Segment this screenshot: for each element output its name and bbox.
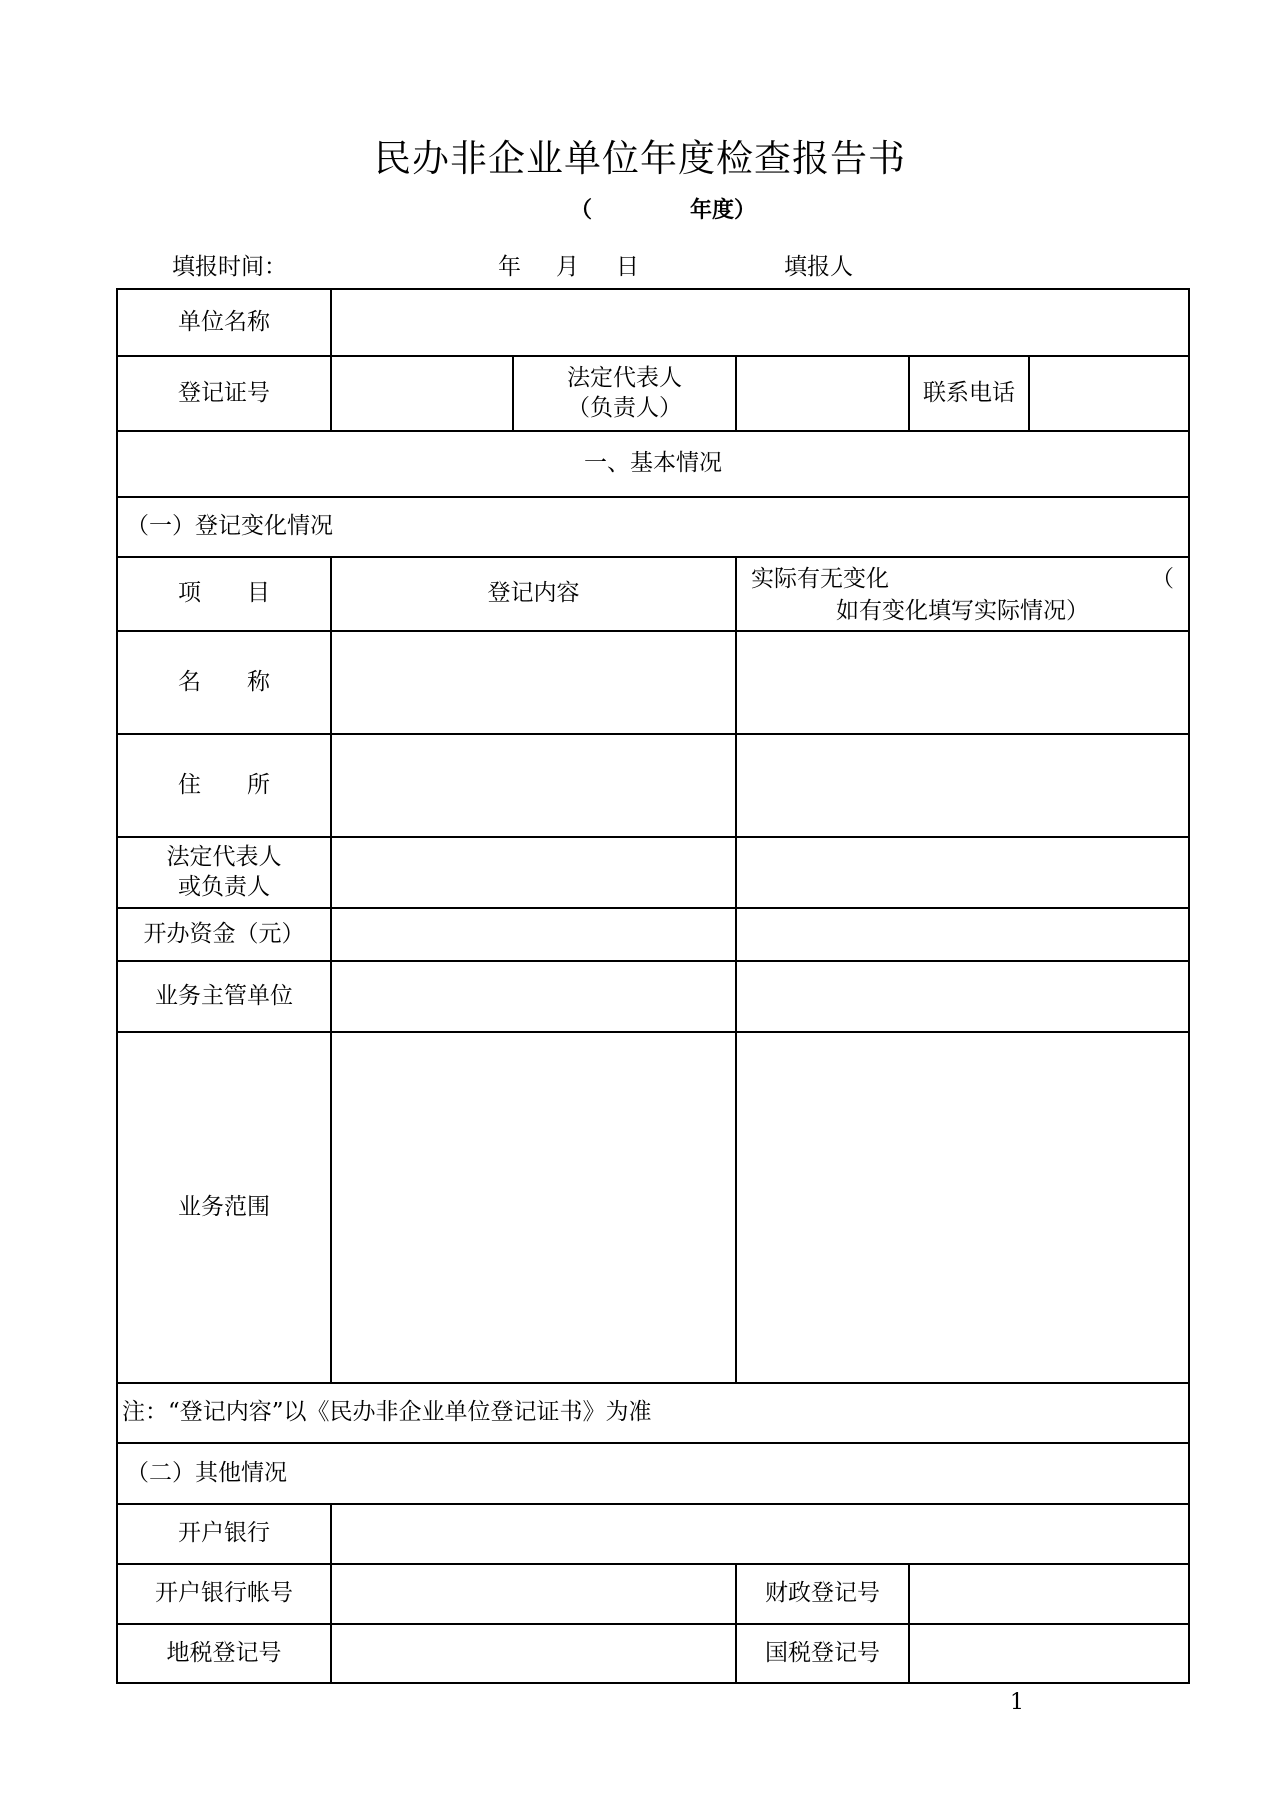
- registration-row: [117, 356, 1189, 431]
- row-supervisor-label: 业务主管单位: [117, 961, 331, 1032]
- address-reg-field[interactable]: [331, 734, 736, 837]
- col-change-paren: （: [1151, 566, 1175, 592]
- note-text: 注：“登记内容”以《民办非企业单位登记证书》为准: [117, 1383, 1189, 1443]
- row-legal-rep-label: [117, 837, 331, 908]
- legal-rep-label-line1: 法定代表人: [567, 364, 682, 391]
- bank-field[interactable]: [331, 1504, 1189, 1564]
- table-row: [117, 1032, 1189, 1383]
- reg-no-field[interactable]: [331, 356, 513, 431]
- year-char: 年: [498, 254, 521, 280]
- section-basic-title: 一、基本情况: [117, 431, 1189, 497]
- supervisor-change-field[interactable]: [736, 961, 1189, 1032]
- table-row: [117, 961, 1189, 1032]
- legal-rep-field[interactable]: [736, 356, 909, 431]
- page-number: 1: [1010, 1690, 1024, 1715]
- col-reg-content-header: 登记内容: [331, 557, 736, 631]
- finance-reg-label: 财政登记号: [736, 1564, 909, 1624]
- scope-reg-field[interactable]: [331, 1032, 736, 1383]
- local-tax-field[interactable]: [331, 1624, 736, 1683]
- table-row: [117, 631, 1189, 734]
- row-address-label: 住 所: [117, 734, 331, 837]
- row-capital-label: 开办资金（元）: [117, 908, 331, 961]
- col-change-line2: 如有变化填写实际情况）: [836, 598, 1090, 624]
- month-char: 月: [556, 254, 579, 280]
- col-item-header: 项 目: [117, 557, 331, 631]
- reg-no-label: 登记证号: [117, 356, 331, 431]
- sub1-title: （一）登记变化情况: [117, 497, 1189, 557]
- local-tax-label: 地税登记号: [117, 1624, 331, 1683]
- bank-account-field[interactable]: [331, 1564, 736, 1624]
- scope-change-field[interactable]: [736, 1032, 1189, 1383]
- table-row: [117, 734, 1189, 837]
- row-legal-rep-line2: 或负责人: [178, 873, 270, 900]
- note-row: [117, 1383, 1189, 1443]
- document-title: 民办非企业单位年度检查报告书: [374, 137, 906, 180]
- name-change-field[interactable]: [736, 631, 1189, 734]
- unit-name-field[interactable]: [331, 289, 1189, 356]
- bank-label: 开户银行: [117, 1504, 331, 1564]
- phone-label: 联系电话: [909, 356, 1029, 431]
- change-header-row: [117, 557, 1189, 631]
- legal-rep-label-line2: （负责人）: [567, 394, 682, 421]
- legal-rep-label: [513, 356, 736, 431]
- section-basic-row: [117, 431, 1189, 497]
- row-name-label: 名 称: [117, 631, 331, 734]
- supervisor-reg-field[interactable]: [331, 961, 736, 1032]
- table-row: [117, 908, 1189, 961]
- year-paren-left: （: [570, 198, 593, 223]
- fill-time-label: 填报时间：: [172, 254, 287, 280]
- year-label: 年度）: [690, 198, 757, 223]
- col-change-header: [736, 557, 1189, 631]
- row-scope-label: 业务范围: [117, 1032, 331, 1383]
- bank-account-label: 开户银行帐号: [117, 1564, 331, 1624]
- capital-change-field[interactable]: [736, 908, 1189, 961]
- bank-account-row: [117, 1564, 1189, 1624]
- national-tax-label: 国税登记号: [736, 1624, 909, 1683]
- report-form-table: [116, 288, 1190, 1684]
- unit-name-row: [117, 289, 1189, 356]
- bank-row: [117, 1504, 1189, 1564]
- tax-row: [117, 1624, 1189, 1683]
- phone-field[interactable]: [1029, 356, 1189, 431]
- sub1-row: [117, 497, 1189, 557]
- name-reg-field[interactable]: [331, 631, 736, 734]
- filler-label: 填报人: [784, 254, 853, 280]
- legal-rep-reg-field[interactable]: [331, 837, 736, 908]
- day-char: 日: [616, 254, 639, 280]
- unit-name-label: 单位名称: [117, 289, 331, 356]
- row-legal-rep-line1: 法定代表人: [166, 843, 282, 870]
- col-change-line1: 实际有无变化: [751, 566, 889, 592]
- sub2-title: （二）其他情况: [117, 1443, 1189, 1504]
- legal-rep-change-field[interactable]: [736, 837, 1189, 908]
- sub2-row: [117, 1443, 1189, 1504]
- national-tax-field[interactable]: [909, 1624, 1189, 1683]
- table-row: [117, 837, 1189, 908]
- capital-reg-field[interactable]: [331, 908, 736, 961]
- finance-reg-field[interactable]: [909, 1564, 1189, 1624]
- address-change-field[interactable]: [736, 734, 1189, 837]
